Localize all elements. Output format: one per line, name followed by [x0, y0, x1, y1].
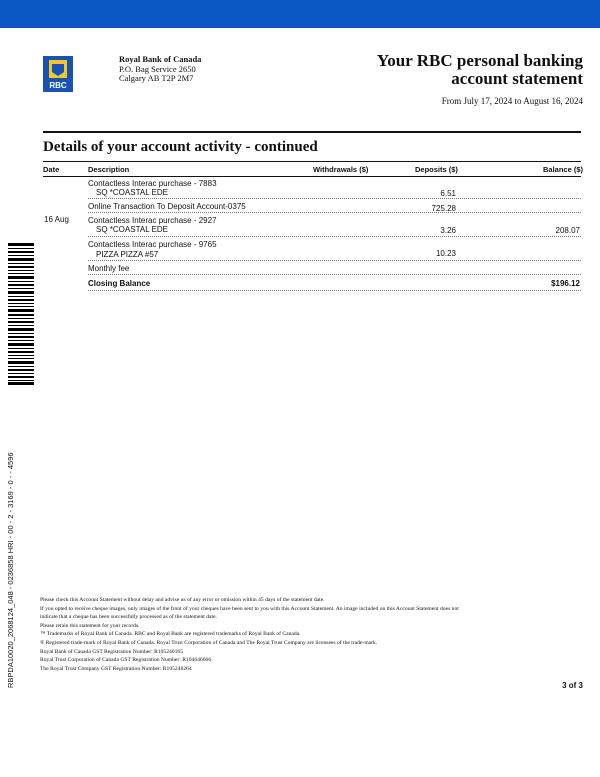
table-header-rule: [43, 176, 581, 177]
top-color-bar: [0, 0, 600, 28]
footer-line: Please retain this statement for your records.: [40, 622, 140, 629]
rbc-logo: [43, 56, 73, 92]
statement-title: [377, 52, 583, 88]
row5-description: Monthly fee: [88, 264, 130, 273]
closing-balance-label: Closing Balance: [88, 279, 151, 288]
row4-withdrawal: 10.23: [435, 249, 456, 258]
bank-address-line2: Calgary AB T2P 2M7: [119, 73, 194, 83]
row-separator: [88, 198, 581, 199]
header-balance: Balance ($): [543, 165, 584, 174]
row2-description: Online Transaction To Deposit Account-0375: [88, 202, 246, 211]
row-separator: [88, 260, 581, 261]
statement-period: From July 17, 2024 to August 16, 2024: [441, 96, 583, 106]
footer-line: indicate that a cheque has been successfully processed as of the statement date.: [40, 614, 217, 621]
bank-address-line1: P.O. Bag Service 2650: [119, 64, 196, 74]
row3-date: 16 Aug: [44, 215, 69, 224]
header-deposits: Deposits ($): [415, 165, 458, 174]
logo-text: RBC: [49, 81, 67, 90]
row3-description: Contactless Interac purchase - 2927: [88, 216, 217, 225]
header-date: Date: [43, 165, 60, 174]
header-withdrawals: Withdrawals ($): [313, 165, 369, 174]
header-description: Description: [88, 165, 130, 174]
barcode: [8, 243, 34, 385]
closing-balance-value: $196.12: [551, 279, 580, 288]
row-separator: [88, 274, 581, 275]
row2-withdrawal: 725.28: [431, 204, 456, 213]
document-tracking-code: RBPDA10020_2068124_048 - 0236858 HRI - 00 - 2 - 3169 - 0 - - 4596: [6, 452, 15, 688]
table-top-rule: [43, 161, 581, 162]
row-separator: [88, 212, 581, 213]
page-number: 3 of 3: [562, 681, 583, 690]
row-separator: [88, 290, 581, 291]
footer-line: ® Registered trade-mark of Royal Bank of Canada. Royal Trust Corporation of Canada and The Royal Trust Company are licensees of the trade-mark.: [40, 639, 378, 646]
row-separator: [88, 236, 581, 237]
section-title: Details of your account activity - continued: [43, 139, 318, 155]
bank-name: Royal Bank of Canada: [119, 54, 202, 64]
footer-line: Royal Trust Corporation of Canada GST Registration Number: R104646666: [40, 657, 212, 664]
row3-balance: 208.07: [555, 226, 580, 235]
row3-withdrawal: 3.26: [440, 226, 456, 235]
row3-description-detail: SQ *COASTAL EDE: [96, 225, 169, 234]
statement-title-line1: Your RBC personal banking: [376, 51, 583, 70]
section-divider: [43, 131, 581, 133]
row4-description: Contactless Interac purchase - 9765: [88, 240, 217, 249]
footer-line: Royal Bank of Canada GST Registration Number: R105240165: [40, 648, 183, 655]
footer-line: The Royal Trust Company GST Registration Number: R105248264: [40, 665, 192, 672]
footer-line: If you opted to receive cheque images, only images of the front of your cheques have been sent to you with this Account Statement. An image included on this Account Statement does not: [40, 605, 459, 612]
footer-line: ™ Trademarks of Royal Bank of Canada. RBC and Royal Bank are registered trademarks of Royal Bank of Canada.: [40, 631, 301, 638]
footer-line: Please check this Account Statement without delay and advise us of any error or omission within 45 days of the statement date.: [40, 597, 325, 603]
statement-title-line2: account statement: [451, 69, 583, 88]
row1-withdrawal: 6.51: [440, 189, 456, 198]
row1-description-detail: SQ *COASTAL EDE: [96, 188, 169, 197]
row4-description-detail: PIZZA PIZZA #57: [96, 250, 159, 259]
row1-description: Contactless Interac purchase - 7883: [88, 179, 217, 188]
footer-notices: [40, 596, 560, 673]
